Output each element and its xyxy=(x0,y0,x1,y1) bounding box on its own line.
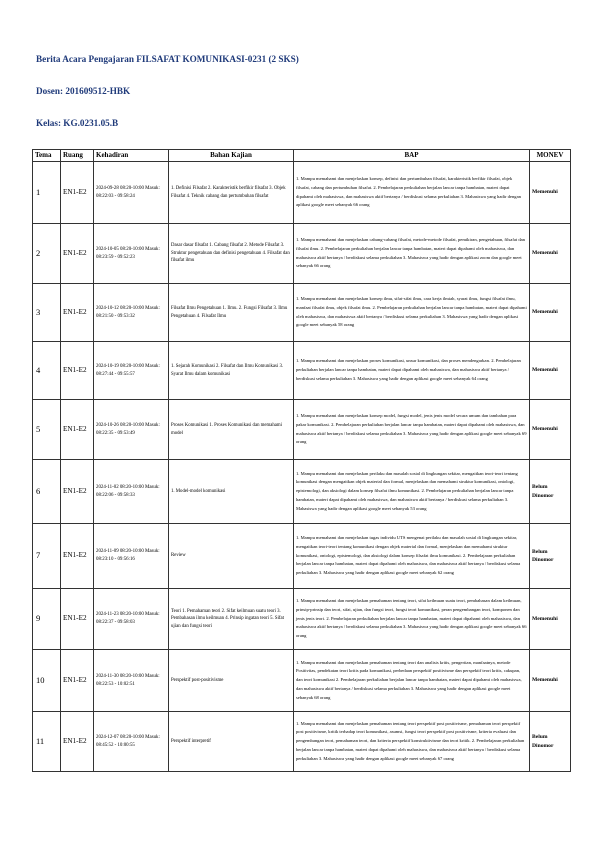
tema-cell: 5 xyxy=(33,400,61,460)
table-row xyxy=(33,224,571,284)
bahan-kajian-cell: 1. Definisi Filsafat 2. Karakteristik berfikir filsafat 3. Objek Filsafat 4. Teknik cabang dan pertumbuhan filsafat xyxy=(169,162,294,224)
monev-cell: Belum Dinomor xyxy=(530,524,571,589)
bap-cell: 1. Mampu memahami dan menjelaskan tugas individu UTS mengenai perilaku dan masalah sosial di lingkungan sekitar, mengaitkan teori-teori tentang komunikasi dengan objek material dan formal, menjelaskan dan memahami struktur komunikasi, ontologi, epistemologi, dan aksiologi dalam konsep filsafat ilmu komunikasi. 2. Pembelajaran perkuliahan berjalan lancar tanpa hambatan, materi dapat dipahami oleh mahasiswa, dan mahasiswa aktif bertanya / berdiskusi selama perkuliahan 3. Mahasiswa yang hadir dengan aplikasi google meet sebanyak 62 orang xyxy=(294,524,530,589)
monev-cell: Memenuhi xyxy=(530,400,571,460)
tema-cell: 7 xyxy=(33,524,61,589)
ruang-cell: EN1-E2 xyxy=(61,400,94,460)
monev-cell: Memenuhi xyxy=(530,284,571,342)
kehadiran-cell: 2024-11-30 08:20-10:00 Masuk: 08:22:53 - 10:02:51 xyxy=(94,650,169,712)
tema-cell: 9 xyxy=(33,589,61,650)
monev-cell: Memenuhi xyxy=(530,342,571,400)
column-header-kehadiran: Kehadiran xyxy=(94,150,169,162)
bap-cell: 1. Mampu memahami dan menjelaskan perilaku dan masalah sosial di lingkungan sekitar, mengaitkan teori-teori tentang komunikasi dengan mengaitkan objek material dan formal, menjelaskan dan memahami struktur komunikasi, ontologi, epistemologi, dan aksiologi dalam konsep filsafat ilmu komunikasi. 2. Pembelajaran perkuliahan berjalan lancar tanpa hambatan, materi dapat dipahami oleh mahasiswa, dan mahasiswa aktif bertanya / berdiskusi selama perkuliahan 3. Mahasiswa yang hadir dengan aplikasi google meet sebanyak 53 orang xyxy=(294,460,530,524)
kehadiran-cell: 2024-12-07 08:20-10:00 Masuk: 08:45:52 - 10:00:55 xyxy=(94,712,169,772)
bap-cell: 1. Mampu memahami dan menjelaskan konsep ilmu, sifat-sifat ilmu, cara kerja ilmiah, syarat ilmu, fungsi filsafat ilmu, manfaat filsafat ilmu, objek filsafat ilmu. 2. Pembelajaran perkuliahan berjalan lancar tanpa hambatan, materi dapat dipahami oleh mahasiswa, dan mahasiswa aktif bertanya / berdiskusi selama perkuliahan 3. Mahasiswa yang hadir dengan aplikasi google meet sebanyak 58 orang xyxy=(294,284,530,342)
bap-cell: 1. Mampu memahami dan menjelaskan proses komunikasi, unsur komunikasi, dan proses mendengarkan. 2. Pembelajaran perkuliahan berjalan lancar tanpa hambatan, materi dapat dipahami oleh mahasiswa, dan mahasiswa aktif bertanya / berdiskusi selama perkuliahan 3. Mahasiswa yang hadir dengan aplikasi google meet sebanyak 64 orang xyxy=(294,342,530,400)
column-header-tema: Tema xyxy=(33,150,61,162)
bahan-kajian-cell: Proses Komunikasi 1. Proses Komunikasi dan memahami model xyxy=(169,400,294,460)
bahan-kajian-cell: 1. Sejarah Komunikasi 2. Filsafat dan Ilmu Komunikasi 3. Syarat Ilmu dalam komunikasi xyxy=(169,342,294,400)
table-row xyxy=(33,284,571,342)
bahan-kajian-cell: Perspektif interpretif xyxy=(169,712,294,772)
kehadiran-cell: 2024-10-19 08:20-10:00 Masuk: 08:27:44 - 09:55:57 xyxy=(94,342,169,400)
ruang-cell: EN1-E2 xyxy=(61,460,94,524)
bap-cell: 1. Mampu memahami dan menjelaskan pemahaman tentang teori dan analisis kritis, pengertian, manfaatnya, metode Positivitas, pendekatan teori kritis pada komunikasi, perbedaan perspektif positivisme dan perspektif teori kritis, cakupan, dan teori komunikasi 2. Pembelajaran perkuliahan berjalan lancar tanpa hambatan, materi dapat dipahami oleh mahasiswa, dan mahasiswa aktif bertanya / berdiskusi selama perkuliahan 3. Mahasiswa yang hadir dengan aplikasi google meet sebanyak 68 orang xyxy=(294,650,530,712)
ruang-cell: EN1-E2 xyxy=(61,284,94,342)
bahan-kajian-cell: Perspektif post-positivisme xyxy=(169,650,294,712)
kehadiran-cell: 2024-11-02 08:20-10:00 Masuk: 08:22:06 - 09:58:33 xyxy=(94,460,169,524)
bap-cell: 1. Mampu memahami dan menjelaskan konsep, definisi dan pertumbuhan filsafat, karakteristik berfikir filsafat, objek filsafat, cabang dan pertumbuhan filsafat. 2. Pembelajaran perkuliahan berjalan lancar tanpa hambatan, materi dapat dipahami oleh mahasiswa, dan mahasiswa aktif bertanya / berdiskusi selama perkuliahan 3. Mahasiswa yang hadir dengan aplikasi google meet sebanyak 66 orang xyxy=(294,162,530,224)
tema-cell: 10 xyxy=(33,650,61,712)
table-row xyxy=(33,460,571,524)
column-header-bap: BAP xyxy=(294,150,530,162)
bahan-kajian-cell: Dasar dasar filsafat 1. Cabang filsafat 2. Metode Filsafat 3. Struktur pengetahuan dan definisi pengetahuan 4. Filsafat dan filsafat ilmu xyxy=(169,224,294,284)
bahan-kajian-cell: 1. Model-model komunikasi xyxy=(169,460,294,524)
lecturer-line: Dosen: 201609512-HBK xyxy=(36,86,131,96)
bap-cell: 1. Mampu memahami dan menjelaskan pemahaman tentang teori perspektif post positivisme, pemahaman teori perspektif post positivisme, kritik terhadap teori komunikasi, asumsi, fungsi teori perspektif post positivisme, kriteria evaluasi dan pengembangan teori, pemahaman teori, dan kriteria perspektif konstruktivisme dan teori kritik. 2. Pembelajaran perkuliahan berjalan lancar tanpa hambatan, materi dapat dipahami oleh mahasiswa, dan mahasiswa aktif bertanya / berdiskusi selama perkuliahan 3. Mahasiswa yang hadir dengan aplikasi google meet sebanyak 67 orang xyxy=(294,712,530,772)
table-row xyxy=(33,524,571,589)
tema-cell: 2 xyxy=(33,224,61,284)
monev-cell: Memenuhi xyxy=(530,589,571,650)
table-row xyxy=(33,712,571,772)
tema-cell: 1 xyxy=(33,162,61,224)
teaching-record-table xyxy=(32,149,571,772)
table-row xyxy=(33,589,571,650)
monev-cell: Memenuhi xyxy=(530,650,571,712)
kehadiran-cell: 2024-11-23 08:20-10:00 Masuk: 08:22:37 - 09:58:03 xyxy=(94,589,169,650)
monev-cell: Belum Dinomor xyxy=(530,460,571,524)
bap-cell: 1. Mampu memahami dan menjelaskan konsep model, fungsi model, jenis jenis model secara umum dan tambahan para pakar komunikasi. 2. Pembelajaran perkuliahan berjalan lancar tanpa hambatan, materi dapat dipahami oleh mahasiswa, dan mahasiswa aktif bertanya / berdiskusi selama perkuliahan 3. Mahasiswa yang hadir dengan aplikasi google meet sebanyak 69 orang xyxy=(294,400,530,460)
bahan-kajian-cell: Review xyxy=(169,524,294,589)
bap-cell: 1. Mampu memahami dan menjelaskan pemahaman tentang teori, sifat keilmuan suatu teori, pembahasan dalam keilmuan, prinsip-prinsip dan teori, sifat, ujian, dan fungsi teori, fungsi teori komunikasi, peran pengembangan teori, komponen dan jenis jenis teori. 2. Pembelajaran perkuliahan berjalan lancar tanpa hambatan, materi dapat dipahami oleh mahasiswa, dan mahasiswa aktif bertanya / berdiskusi selama perkuliahan 3. Mahasiswa yang hadir dengan aplikasi google meet sebanyak 66 orang xyxy=(294,589,530,650)
ruang-cell: EN1-E2 xyxy=(61,650,94,712)
tema-cell: 11 xyxy=(33,712,61,772)
kehadiran-cell: 2024-09-28 08:20-10:00 Masuk: 08:22:03 - 09:58:24 xyxy=(94,162,169,224)
ruang-cell: EN1-E2 xyxy=(61,342,94,400)
class-line: Kelas: KG.0231.05.B xyxy=(36,118,119,128)
column-header-bahan-kajian: Bahan Kajian xyxy=(169,150,294,162)
table-row xyxy=(33,162,571,224)
table-row xyxy=(33,650,571,712)
ruang-cell: EN1-E2 xyxy=(61,224,94,284)
document-title: Berita Acara Pengajaran FILSAFAT KOMUNIKASI-0231 (2 SKS) xyxy=(36,54,299,64)
bap-cell: 1. Mampu memahami dan menjelaskan cabang-cabang filsafat, metode-metode filsafat, pemikiran, pengetahuan, filsafat dan filsafat ilmu. 2. Pembelajaran perkuliahan berjalan lancar tanpa hambatan, materi dapat dipahami oleh mahasiswa, dan mahasiswa aktif bertanya / berdiskusi selama perkuliahan 3. Mahasiswa yang hadir dengan aplikasi zoom dan google meet sebanyak 66 orang xyxy=(294,224,530,284)
column-header-monev: MONEV xyxy=(530,150,571,162)
ruang-cell: EN1-E2 xyxy=(61,712,94,772)
ruang-cell: EN1-E2 xyxy=(61,524,94,589)
kehadiran-cell: 2024-10-05 08:20-10:00 Masuk: 08:23:59 - 09:52:23 xyxy=(94,224,169,284)
kehadiran-cell: 2024-10-26 08:20-10:00 Masuk: 08:22:35 - 09:53:49 xyxy=(94,400,169,460)
monev-cell: Belum Dinomor xyxy=(530,712,571,772)
monev-cell: Memenuhi xyxy=(530,162,571,224)
ruang-cell: EN1-E2 xyxy=(61,589,94,650)
monev-cell: Memenuhi xyxy=(530,224,571,284)
kehadiran-cell: 2024-11-09 08:20-10:00 Masuk: 08:23:10 - 09:56:16 xyxy=(94,524,169,589)
bahan-kajian-cell: Teori 1. Pemahaman teori 2. Sifat keilmuan suatu teori 3. Pembahasan ilmu keilmuan 4. Prinsip ingatan teori 5. Sifat ujian dan fungsi teori xyxy=(169,589,294,650)
kehadiran-cell: 2024-10-12 08:20-10:00 Masuk: 08:21:50 - 09:53:32 xyxy=(94,284,169,342)
tema-cell: 3 xyxy=(33,284,61,342)
ruang-cell: EN1-E2 xyxy=(61,162,94,224)
tema-cell: 6 xyxy=(33,460,61,524)
bahan-kajian-cell: Filsafat Ilmu Pengetahuan 1. Ilmu. 2. Fungsi Filsafat 3. Ilmu Pengetahuan 4. Filsafat Ilmu xyxy=(169,284,294,342)
tema-cell: 4 xyxy=(33,342,61,400)
table-header-row xyxy=(33,150,571,162)
table-row xyxy=(33,400,571,460)
column-header-ruang: Ruang xyxy=(61,150,94,162)
table-row xyxy=(33,342,571,400)
